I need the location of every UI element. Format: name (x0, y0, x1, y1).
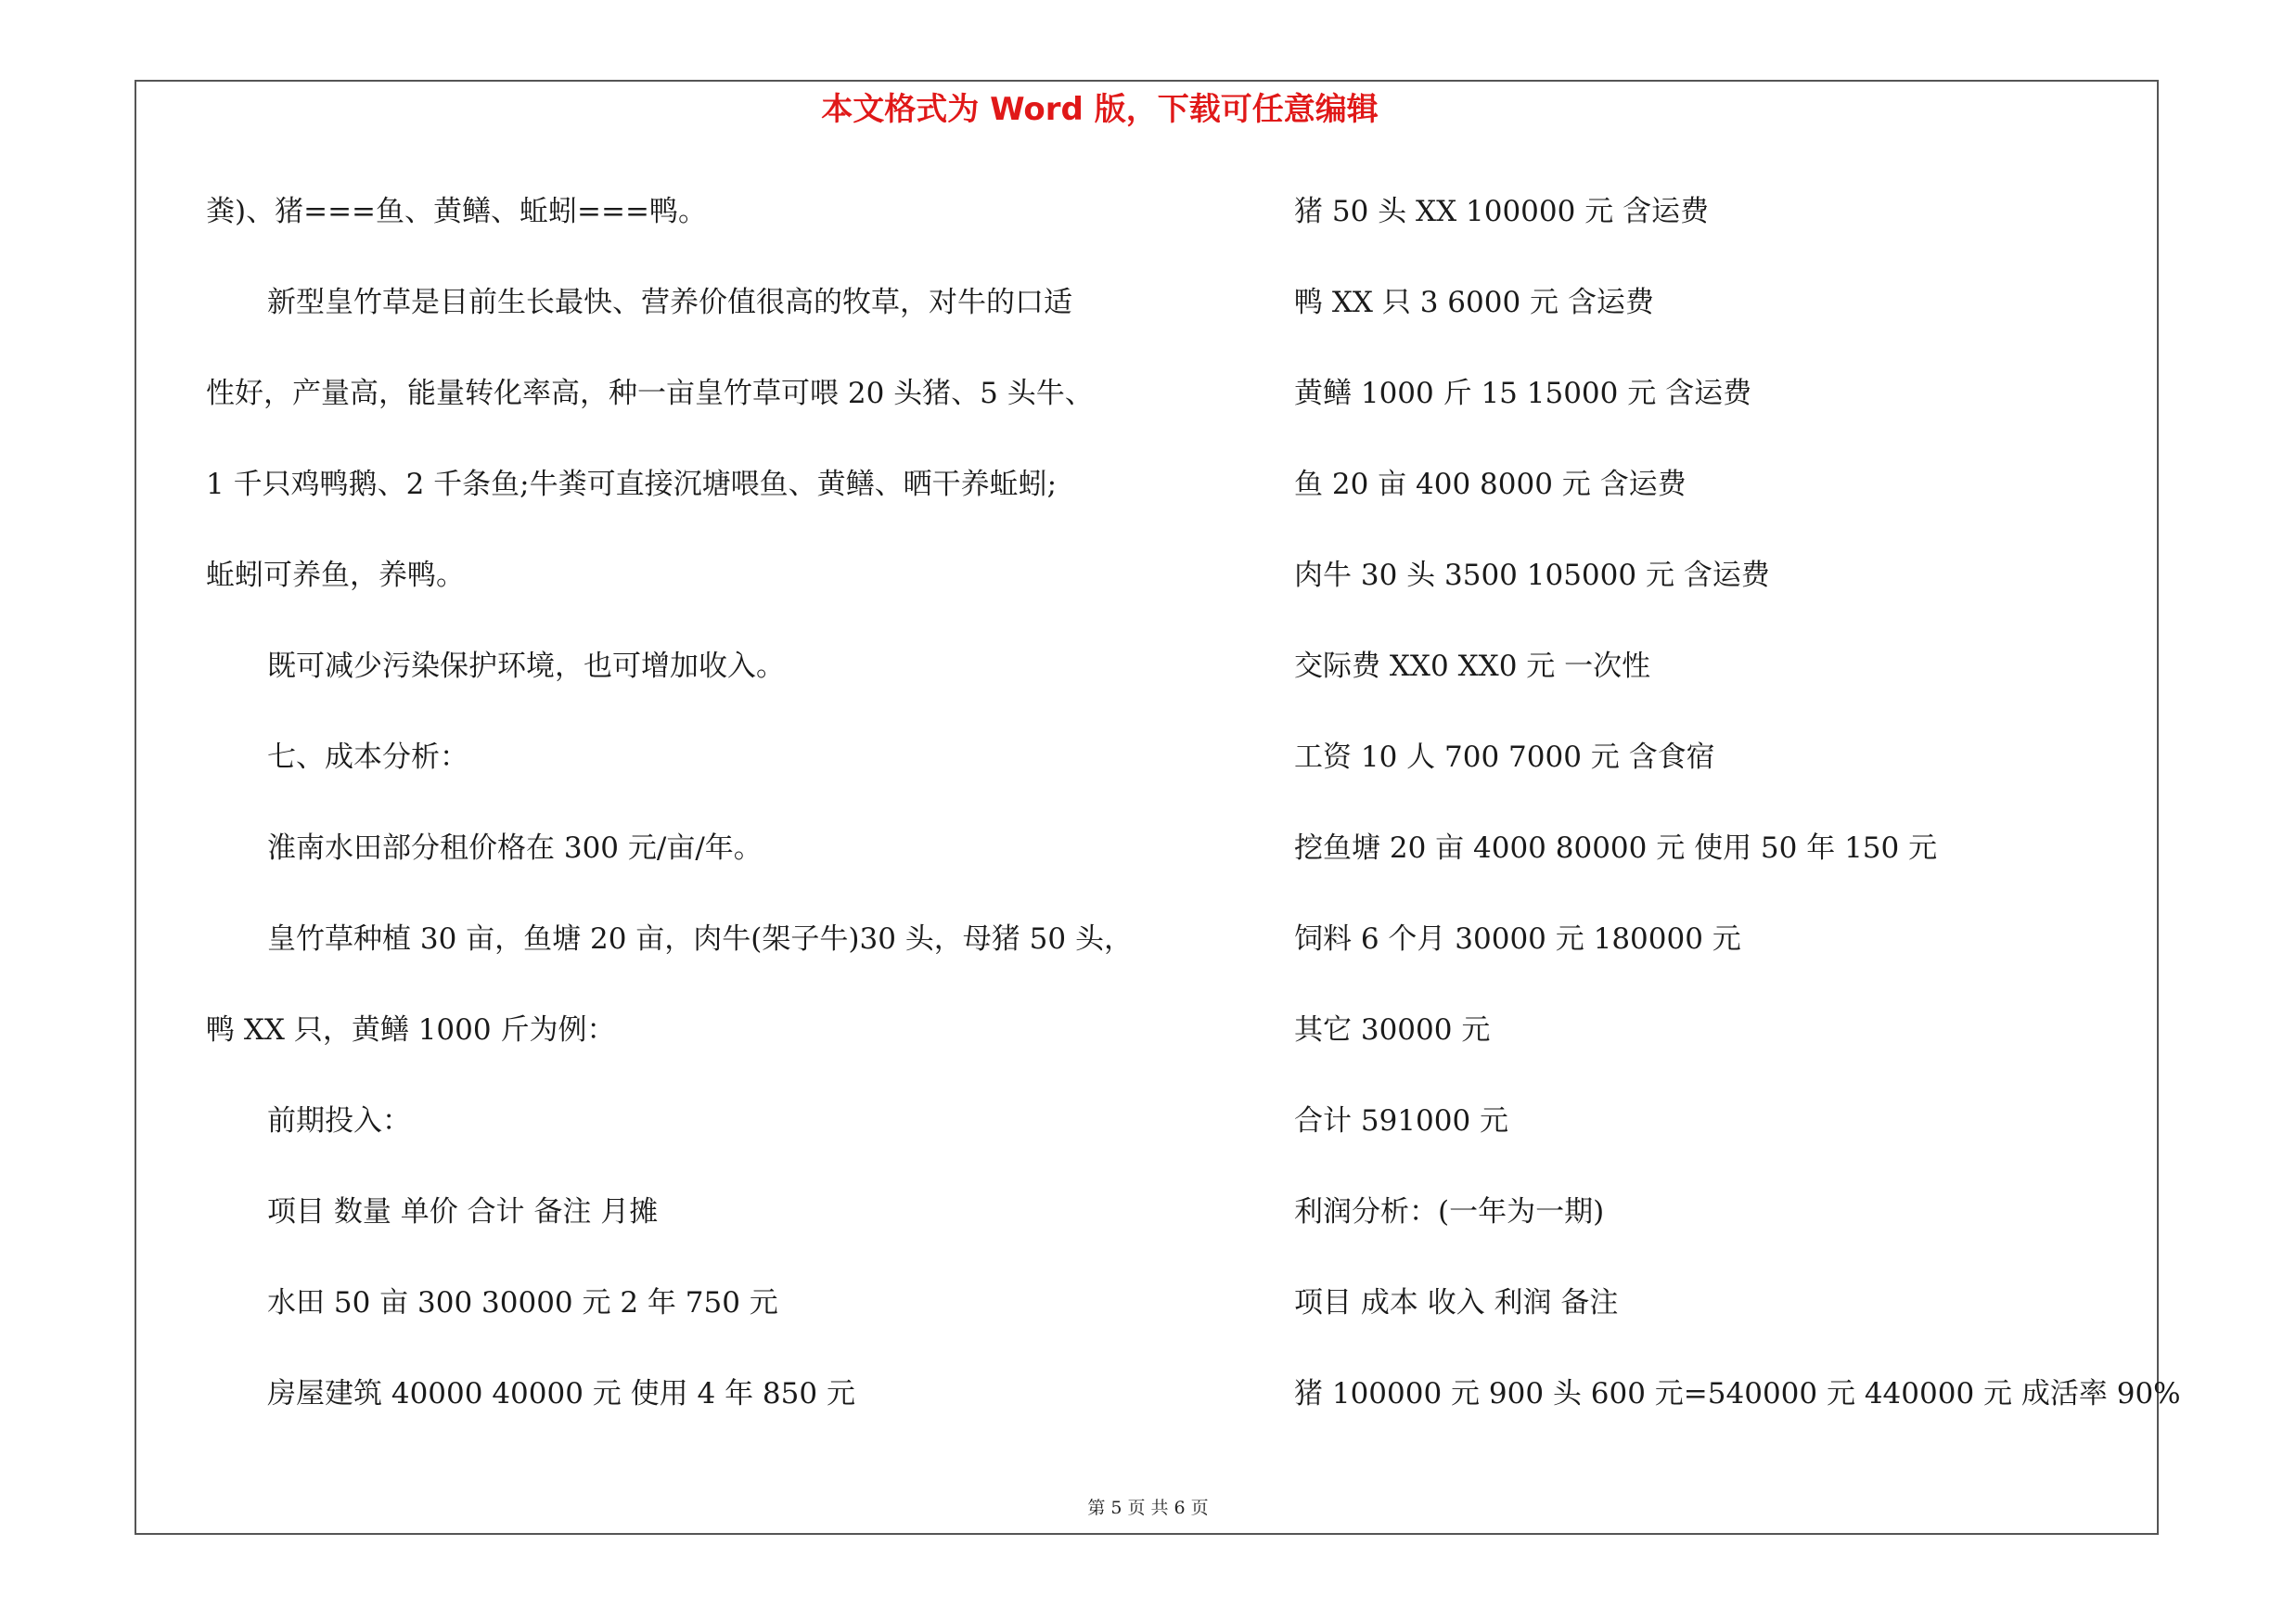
right-text-column (1294, 186, 2181, 1459)
left-paragraph-line-9: 皇竹草种植 30 亩，鱼塘 20 亩，肉牛(架子牛)30 头，母猪 50 头， (267, 922, 1133, 956)
left-paragraph-line-14: 房屋建筑 40000 40000 元 使用 4 年 850 元 (267, 1377, 855, 1410)
right-paragraph-line-13: 项目 成本 收入 利润 备注 (1294, 1286, 1619, 1320)
right-paragraph-line-6: 交际费 XX0 XX0 元 一次性 (1294, 650, 1651, 683)
right-paragraph-line-5: 肉牛 30 头 3500 105000 元 含运费 (1294, 559, 1770, 592)
right-paragraph-line-11: 合计 591000 元 (1294, 1104, 1509, 1138)
left-paragraph-line-13: 水田 50 亩 300 30000 元 2 年 750 元 (267, 1286, 778, 1320)
right-paragraph-line-8: 挖鱼塘 20 亩 4000 80000 元 使用 50 年 150 元 (1294, 831, 1938, 865)
left-paragraph-line-6: 既可减少污染保护环境，也可增加收入。 (267, 650, 785, 683)
left-paragraph-line-2: 新型皇竹草是目前生长最快、营养价值很高的牧草，对牛的口适 (267, 286, 1072, 319)
left-paragraph-line-7: 七、成本分析： (267, 741, 468, 774)
right-paragraph-line-9: 饲料 6 个月 30000 元 180000 元 (1294, 922, 1741, 956)
left-paragraph-line-10: 鸭 XX 只，黄鳝 1000 斤为例： (206, 1013, 616, 1047)
right-paragraph-line-3: 黄鳝 1000 斤 15 15000 元 含运费 (1294, 377, 1752, 410)
right-paragraph-line-2: 鸭 XX 只 3 6000 元 含运费 (1294, 286, 1654, 319)
left-paragraph-line-5: 蚯蚓可养鱼，养鸭。 (206, 559, 465, 592)
left-paragraph-line-3: 性好，产量高，能量转化率高，种一亩皇竹草可喂 20 头猪、5 头牛、 (206, 377, 1094, 410)
left-paragraph-line-1: 粪)、猪===鱼、黄鳝、蚯蚓===鸭。 (206, 195, 707, 228)
left-text-column (206, 186, 1189, 1459)
right-paragraph-line-1: 猪 50 头 XX 100000 元 含运费 (1294, 195, 1710, 228)
right-paragraph-line-14: 猪 100000 元 900 头 600 元=540000 元 440000 元 成活率 90% (1294, 1377, 2181, 1410)
page-number-footer: 第 5 页 共 6 页 (1087, 1498, 1209, 1518)
header-banner: 本文格式为 Word 版，下载可任意编辑 (821, 91, 1379, 128)
right-paragraph-line-10: 其它 30000 元 (1294, 1013, 1491, 1047)
right-paragraph-line-12: 利润分析：(一年为一期) (1294, 1195, 1605, 1229)
left-paragraph-line-12: 项目 数量 单价 合计 备注 月摊 (267, 1195, 659, 1229)
right-paragraph-line-4: 鱼 20 亩 400 8000 元 含运费 (1294, 468, 1687, 501)
left-paragraph-line-11: 前期投入： (267, 1104, 411, 1138)
left-paragraph-line-4: 1 千只鸡鸭鹅、2 千条鱼;牛粪可直接沉塘喂鱼、黄鳝、晒干养蚯蚓; (206, 468, 1058, 501)
left-paragraph-line-8: 淮南水田部分租价格在 300 元/亩/年。 (267, 831, 763, 865)
right-paragraph-line-7: 工资 10 人 700 7000 元 含食宿 (1294, 741, 1715, 774)
